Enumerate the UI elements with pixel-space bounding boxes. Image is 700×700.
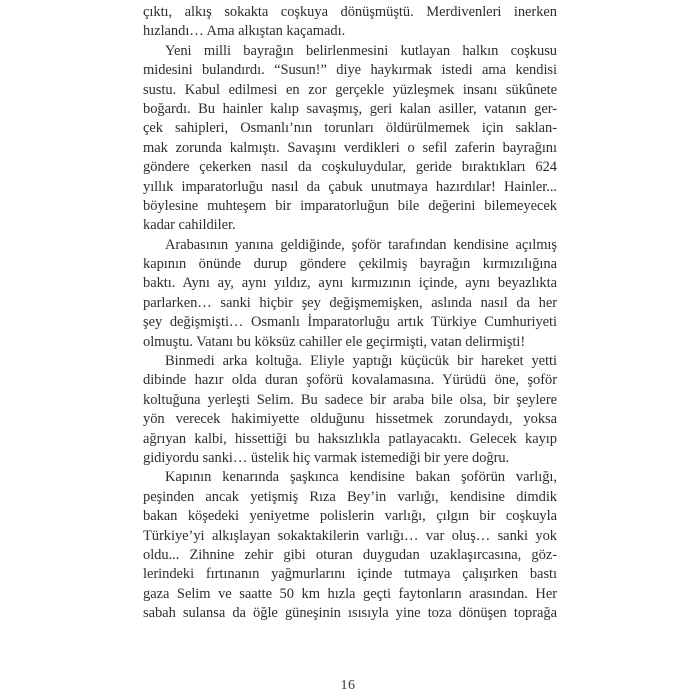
text-line: midesini bulandırdı. “Susun!” diye haykırmak istedi ama kendisi <box>143 62 557 79</box>
text-line: gidiyordu sanki… üstelik hiç varmak istemediği bir yere doğru. <box>143 449 510 466</box>
text-line: oldu... Zihnine zehir gibi oturan duygudan uzaklaşırcasına, göz- <box>143 546 557 563</box>
page-text <box>143 3 557 624</box>
text-line: böylesine muhteşem bir imparatorluğun bile değerini bilemeyecek <box>143 197 557 214</box>
text-line: olmuştu. Vatanı bu köksüz cahiller ele geçirmişti, vatan delirmişti! <box>143 333 526 350</box>
text-line: boğardı. Bu hainler kalıp savaşmış, geri kalan asiller, vatanın ger- <box>143 100 557 117</box>
text-line: sabah sulansa da öğle güneşinin ısısıyla yine toza dönüşen toprağa <box>143 605 557 622</box>
text-line: hızlandı… Ama alkıştan kaçamadı. <box>143 23 346 40</box>
page-number: 16 <box>340 678 356 693</box>
text-line: göndere çekerken nasıl da coşkuluydular, geride bıraktıkları 624 <box>143 159 557 176</box>
paragraph <box>143 42 557 236</box>
text-line: sustu. Kabul edilmesi en zor gerçekle yüzleşmek insanı sükûnete <box>143 81 557 98</box>
text-line: şey değişmişti… Osmanlı İmparatorluğu artık Türkiye Cumhuriyeti <box>143 314 557 331</box>
text-line: bakan köşedeki yeniyetme polislerin varlığı, çılgın bir coşkuyla <box>143 508 557 525</box>
text-line: yıllık imparatorluğu nasıl da çabuk unutmaya hazırdılar! Hainler... <box>143 178 557 195</box>
text-line: Yeni milli bayrağın belirlenmesini kutlayan halkın coşkusu <box>165 42 557 59</box>
paragraph <box>143 3 557 42</box>
text-line: parlarken… sanki hiçbir şey değişmemişken, aslında nasıl da her <box>143 294 557 311</box>
text-line: Kapının kenarında şaşkınca kendisine bakan şoförün varlığı, <box>165 469 557 486</box>
text-line: mak zorunda kalmıştı. Savaşını verdikleri o sefil zaferin bayrağını <box>143 139 557 156</box>
text-line: gaza Selim ve saatte 50 km hızla geçti faytonların arasından. Her <box>143 585 557 602</box>
text-line: ağrıyan kalbi, hissettiği bu haksızlıkla patlayacaktı. Gelecek kayıp <box>143 430 557 447</box>
text-line: yön verecek hakimiyette olduğunu hissetmek zorundaydı, yoksa <box>143 411 557 428</box>
text-line: baktı. Aynı ay, aynı yıldız, aynı kırmızının içinde, aynı beyazlıkta <box>143 275 557 292</box>
text-line: çek sahipleri, Osmanlı’nın torunları öldürülmemek için saklan- <box>143 120 557 137</box>
text-line: çıktı, alkış sokakta coşkuya dönüşmüştü. Merdivenleri inerken <box>143 4 557 20</box>
text-line: koltuğuna yerleşti Selim. Bu sadece bir araba bile olsa, bir şeylere <box>143 391 557 408</box>
text-line: Binmedi arka koltuğa. Eliyle yaptığı küçücük bir hareket yetti <box>165 353 557 370</box>
text-line: kadar cahildiler. <box>143 217 236 234</box>
paragraph <box>143 236 557 352</box>
text-line: peşinden ancak yetişmiş Rıza Bey’in varlığı, kendisine dimdik <box>143 488 557 505</box>
paragraph <box>143 468 557 623</box>
text-line: Türkiye’yi alkışlayan sokaktakilerin varlığı… var oluş… sanki yok <box>143 527 557 544</box>
paragraph <box>143 352 557 468</box>
text-line: lerindeki fırtınanın yağmurlarını içinde tutmaya çalışırken bastı <box>143 566 557 583</box>
text-line: Arabasının yanına geldiğinde, şoför tarafından kendisine açılmış <box>165 236 557 253</box>
text-line: dibinde hazır olda duran şoförü kovalamasına. Yürüdü öne, şoför <box>143 372 557 389</box>
text-line: kapının önünde durup göndere çekilmiş bayrağın kırmızılığına <box>143 256 557 273</box>
